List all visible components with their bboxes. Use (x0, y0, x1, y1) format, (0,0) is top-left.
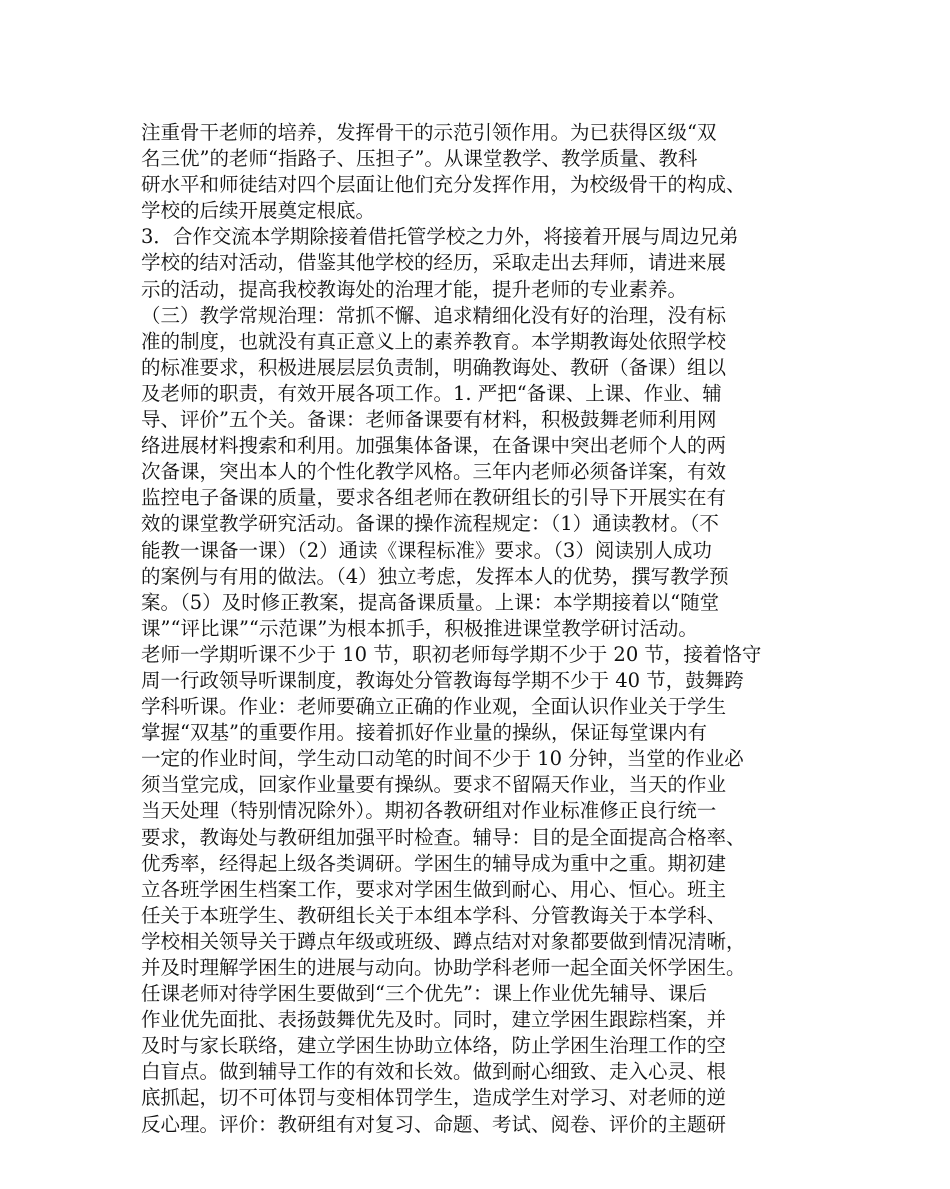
text-line: 立各班学困生档案工作，要求对学困生做到耐心、用心、恒心。班主 (141, 877, 727, 901)
text-line: 任课老师对待学困生要做到“三个优先”：课上作业优先辅导、课后 (141, 982, 707, 1006)
body-text (141, 120, 831, 1138)
text-line: 及时与家长联络，建立学困生协助立体络，防止学困生治理工作的空 (141, 1034, 727, 1058)
text-line: 周一行政领导听课制度，教诲处分管教诲每学期不少于 40 节，鼓舞跨 (141, 668, 744, 692)
text-line: 当天处理（特别情况除外）。期初各教研组对作业标准修正良行统一 (141, 799, 717, 823)
text-line: 课”“评比课”“示范课”为根本抓手，积极推进课堂教学研讨活动。 (141, 616, 698, 640)
text-line: 优秀率，经得起上级各类调研。学困生的辅导成为重中之重。期初建 (141, 851, 727, 875)
text-line: 学校的后续开展奠定根底。 (141, 199, 376, 223)
text-line: 次备课，突出本人的个性化教学风格。三年内老师必须备详案，有效 (141, 460, 727, 484)
text-line: 底抓起，切不可体罚与变相体罚学生，造成学生对学习、对老师的逆 (141, 1086, 727, 1110)
text-line: 3．合作交流本学期除接着借托管学校之力外，将接着开展与周边兄弟 (141, 225, 739, 249)
text-line: 须当堂完成，回家作业量要有操纵。要求不留隔天作业，当天的作业 (141, 773, 727, 797)
text-line: 及老师的职责，有效开展各项工作。1. 严把“备课、上课、作业、辅 (141, 381, 722, 405)
text-line: 白盲点。做到辅导工作的有效和长效。做到耐心细致、走入心灵、根 (141, 1060, 727, 1084)
text-line: 任关于本班学生、教研组长关于本组本学科、分管教诲关于本学科、 (141, 903, 727, 927)
text-line: 研水平和师徒结对四个层面让他们充分发挥作用，为校级骨干的构成、 (141, 173, 746, 197)
text-line: 学校相关领导关于蹲点年级或班级、蹲点结对对象都要做到情况清晰， (141, 929, 746, 953)
text-line: 效的课堂教学研究活动。备课的操作流程规定：（1）通读教材。（不 (141, 512, 719, 536)
text-line: 注重骨干老师的培养，发挥骨干的示范引领作用。为已获得区级“双 (141, 121, 717, 144)
text-line: 要求，教诲处与教研组加强平时检查。辅导：目的是全面提高合格率、 (141, 825, 746, 849)
text-line: 并及时理解学困生的进展与动向。协助学科老师一起全面关怀学困生。 (141, 956, 746, 979)
text-line: 反心理。评价：教研组有对复习、命题、考试、阅卷、评价的主题研 (141, 1112, 727, 1136)
text-line: 的案例与有用的做法。（4）独立考虑，发挥本人的优势，撰写教学预 (141, 564, 729, 588)
text-line: 一定的作业时间，学生动口动笔的时间不少于 10 分钟，当堂的作业必 (141, 747, 744, 771)
text-line: 示的活动，提高我校教诲处的治理才能，提升老师的专业素养。 (141, 277, 688, 301)
text-line: 学科听课。作业：老师要确立正确的作业观，全面认识作业关于学生 (141, 695, 727, 719)
text-line: 名三优”的老师“指路子、压担子”。从课堂教学、教学质量、教科 (141, 147, 698, 171)
text-line: 能教一课备一课）（2）通读《课程标准》要求。（3）阅读别人成功 (141, 538, 712, 562)
text-line: 掌握“双基”的重要作用。接着抓好作业量的操纵，保证每堂课内有 (141, 721, 707, 745)
text-line: 络进展材料搜索和利用。加强集体备课，在备课中突出老师个人的两 (141, 434, 727, 458)
text-line: 案。（5）及时修正教案，提高备课质量。上课：本学期接着以“随堂 (141, 590, 720, 614)
text-line: 准的制度，也就没有真正意义上的素养教育。本学期教诲处依照学校 (141, 329, 727, 353)
text-line: 老师一学期听课不少于 10 节，职初老师每学期不少于 20 节，接着恪守 (141, 642, 762, 666)
text-line: 的标准要求，积极进展层层负责制，明确教诲处、教研（备课）组以 (141, 355, 727, 379)
text-line: 作业优先面批、表扬鼓舞优先及时。同时，建立学困生跟踪档案，并 (141, 1008, 727, 1032)
text-line: 导、评价”五个关。备课：老师备课要有材料，积极鼓舞老师利用网 (141, 408, 717, 432)
text-line: 学校的结对活动，借鉴其他学校的经历，采取走出去拜师，请进来展 (141, 251, 727, 275)
text-line: 监控电子备课的质量，要求各组老师在教研组长的引导下开展实在有 (141, 486, 727, 510)
text-line: （三）教学常规治理：常抓不懈、追求精细化没有好的治理，没有标 (141, 303, 727, 327)
